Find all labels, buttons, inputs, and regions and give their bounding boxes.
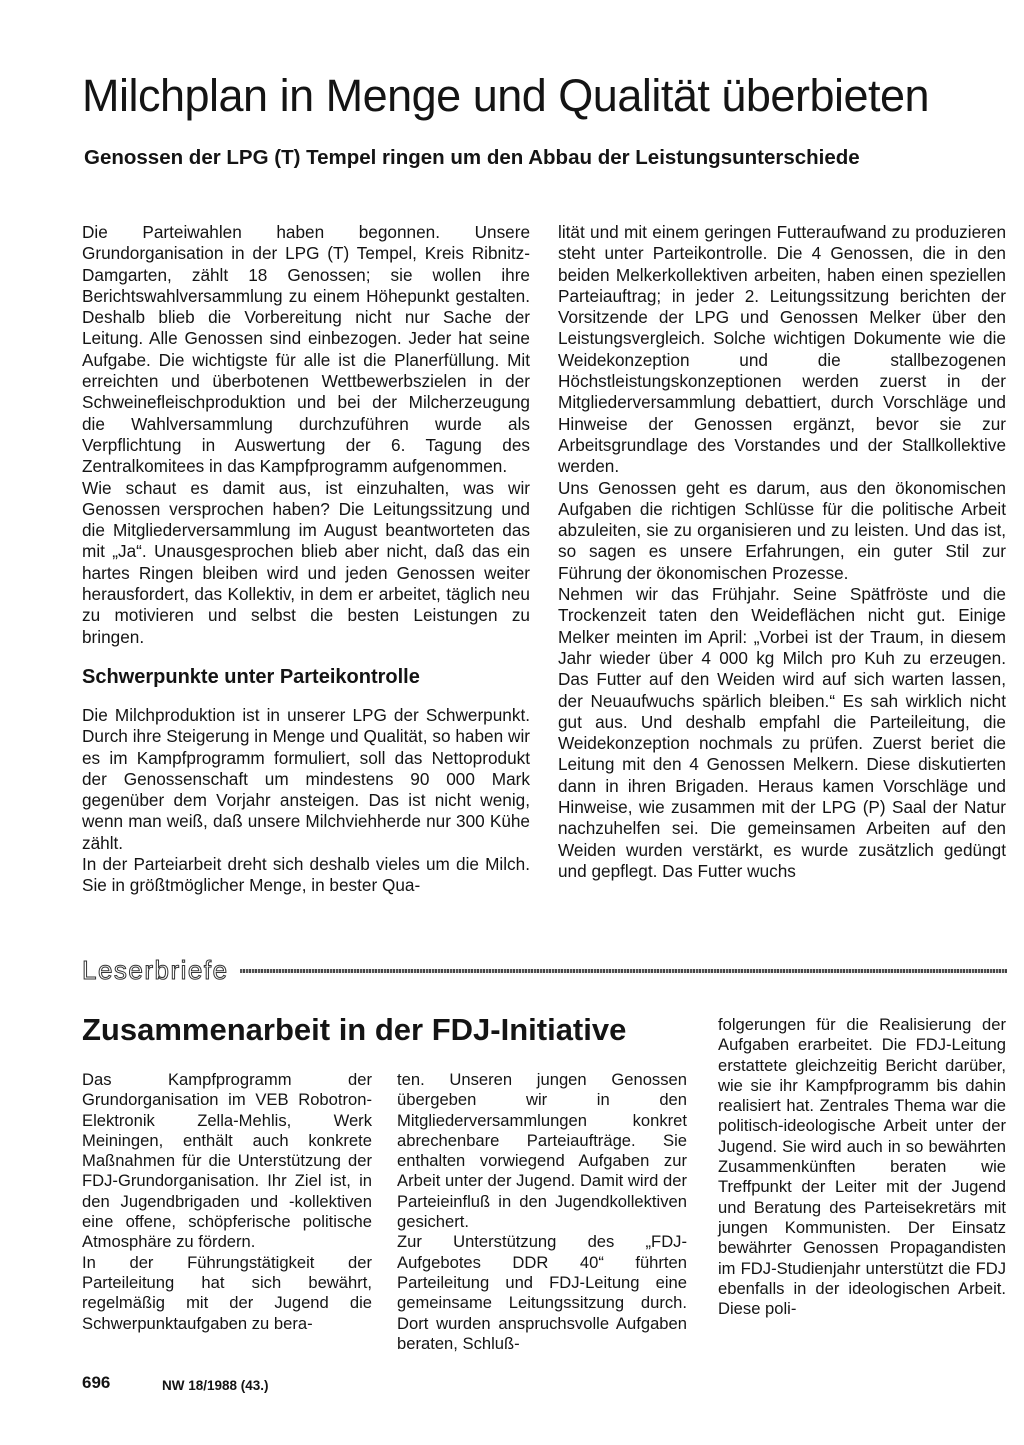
paragraph: ten. Unseren jungen Genossen übergeben wir in den Mitgliederversammlungen konkret abrechenbare Parteiaufträge. Sie enthalten vorwiegend Aufgaben zur Arbeit unter der Jugend. Damit wird der Parteieinfluß in den Jugendkollektiven gesichert. <box>397 1070 687 1232</box>
section-label: Leserbriefe <box>82 955 229 985</box>
page-number: 696 <box>82 1373 111 1392</box>
article-subtitle: Genossen der LPG (T) Tempel ringen um den Abbau der Leistungsunterschiede <box>84 146 860 169</box>
paragraph: Uns Genossen geht es darum, aus den ökonomischen Aufgaben die richtigen Schlüsse für die politische Arbeit abzuleiten, sie zu organisieren und zu leisten. Und das ist, so sagen es unsere Erfahrungen, ein guter Stil zur Führung der ökonomischen Prozesse. <box>558 477 1006 583</box>
issue-reference: NW 18/1988 (43.) <box>162 1378 269 1393</box>
article-column-2 <box>558 222 1006 882</box>
section-heading: Schwerpunkte unter Parteikontrolle <box>82 665 420 688</box>
article-title: Milchplan in Menge und Qualität überbieten <box>82 70 930 121</box>
paragraph: In der Parteiarbeit dreht sich deshalb vieles um die Milch. Sie in größtmöglicher Menge, in bester Qua- <box>82 854 530 896</box>
section-divider <box>82 955 1007 985</box>
letter-title: Zusammenarbeit in der FDJ-Initiative <box>82 1012 627 1047</box>
letter-column-2 <box>397 1070 687 1354</box>
paragraph: folgerungen für die Realisierung der Aufgaben erarbeitet. Die FDJ-Leitung erstattete gleichzeitig Bericht darüber, wie sie ihr Kampfprogramm bis dahin realisiert hat. Zentrales Thema war die politisch-ideologische Arbeit unter der Jugend. Sie wird auch in so bewährten Zusammenkünften beraten wie Treffpunkt der Leiter mit der Jugend und Beratung des Parteisekretärs mit jungen Kommunisten. Der Einsatz bewährter Genossen Propagandisten im FDJ-Studienjahr unterstützt die FDJ ebenfalls in der ideologischen Arbeit. Diese poli- <box>718 1015 1006 1319</box>
letter-column-3 <box>718 1015 1006 1319</box>
paragraph: Zur Unterstützung des „FDJ-Aufgebotes DDR 40“ führten Parteileitung und FDJ-Leitung eine gemeinsame Leitungssitzung durch. Dort wurden anspruchsvolle Aufgaben beraten, Schluß- <box>397 1232 687 1353</box>
paragraph: Die Parteiwahlen haben begonnen. Unsere Grundorganisation in der LPG (T) Tempel, Kreis Ribnitz-Damgarten, zählt 18 Genossen; sie wollen ihre Berichtswahlversammlung zu einem Höhepunkt gestalten. Deshalb blieb die Vorbereitung nicht nur Sache der Leitung. Alle Genossen sind einbezogen. Jeder hat seine Aufgabe. Die wichtigste für alle ist die Planerfüllung. Mit erreichten und überbotenen Wettbewerbszielen in der Schweinefleischproduktion und bei der Milcherzeugung die Wahlversammlung durchzuführen wurde als Verpflichtung in Auswertung der 6. Tagung des Zentralkomitees in das Kampfprogramm aufgenommen. <box>82 222 530 477</box>
letter-column-1 <box>82 1070 372 1334</box>
article-column-1 <box>82 222 530 897</box>
divider-rule <box>240 969 1007 973</box>
paragraph: In der Führungstätigkeit der Parteileitung hat sich bewährt, regelmäßig mit der Jugend die Schwerpunktaufgaben zu bera- <box>82 1252 372 1333</box>
paragraph: Wie schaut es damit aus, ist einzuhalten, was wir Genossen versprochen haben? Die Leitungssitzung und die Mitgliederversammlung im August beantworteten das mit „Ja“. Unausgesprochen blieb aber nicht, daß das ein hartes Ringen bleiben wird und jeden Genossen weiter herausfordert, das Kollektiv, in dem er arbeitet, täglich neu zu motivieren und selbst die besten Leistungen zu bringen. <box>82 477 530 647</box>
paragraph: Die Milchproduktion ist in unserer LPG der Schwerpunkt. Durch ihre Steigerung in Menge und Qualität, so haben wir es im Kampfprogramm formuliert, soll das Nettoprodukt der Genossenschaft um mindestens 90 000 Mark gegenüber dem Vorjahr ansteigen. Das ist nicht wenig, wenn man weiß, daß unsere Milchviehherde nur 300 Kühe zählt. <box>82 704 530 853</box>
paragraph: Das Kampfprogramm der Grundorganisation im VEB Robotron-Elektronik Zella-Mehlis, Werk Meiningen, enthält auch konkrete Maßnahmen für die Unterstützung der FDJ-Grundorganisation. Ihr Ziel ist, in den Jugendbrigaden und -kollektiven eine offene, schöpferische politische Atmosphäre zu fördern. <box>82 1070 372 1252</box>
paragraph: Nehmen wir das Frühjahr. Seine Spätfröste und die Trockenzeit taten den Weideflächen nicht gut. Einige Melker meinten im April: „Vorbei ist der Traum, in diesem Jahr wieder über 4 000 kg Milch pro Kuh zu erzeugen. Das Futter auf den Weiden wird auf sich warten lassen, der Neuaufwuchs spärlich bleiben.“ Es sah wirklich nicht gut aus. Und deshalb empfahl die Parteileitung, die Weidekonzeption nochmals zu prüfen. Zuerst beriet die Leitung mit den 4 Genossen Melkern. Diese diskutierten dann in ihren Brigaden. Heraus kamen Vorschläge und Hinweise, wie zusammen mit der LPG (P) Saal der Natur nachzuhelfen sei. Die gemeinsamen Arbeiten auf den Weiden wurden verstärkt, es wurde zusätzlich gedüngt und gepflegt. Das Futter wuchs <box>558 584 1006 881</box>
paragraph: lität und mit einem geringen Futteraufwand zu produzieren steht unter Parteikontrolle. Die 4 Genossen, die in den beiden Melkerkollektiven arbeiten, haben einen speziellen Parteiauftrag; in jeder 2. Leitungssitzung berichten der Vorsitzende der LPG und Genossen Melker über den Leistungsvergleich. Solche wichtigen Dokumente wie die Weidekonzeption und die stallbezogenen Höchstleistungskonzeptionen werden zuerst in der Mitgliederversammlung debattiert, durch Vorschläge und Hinweise der Genossen ergänzt, bevor sie zur Arbeitsgrundlage des Vorstandes und der Stallkollektive werden. <box>558 222 1006 477</box>
